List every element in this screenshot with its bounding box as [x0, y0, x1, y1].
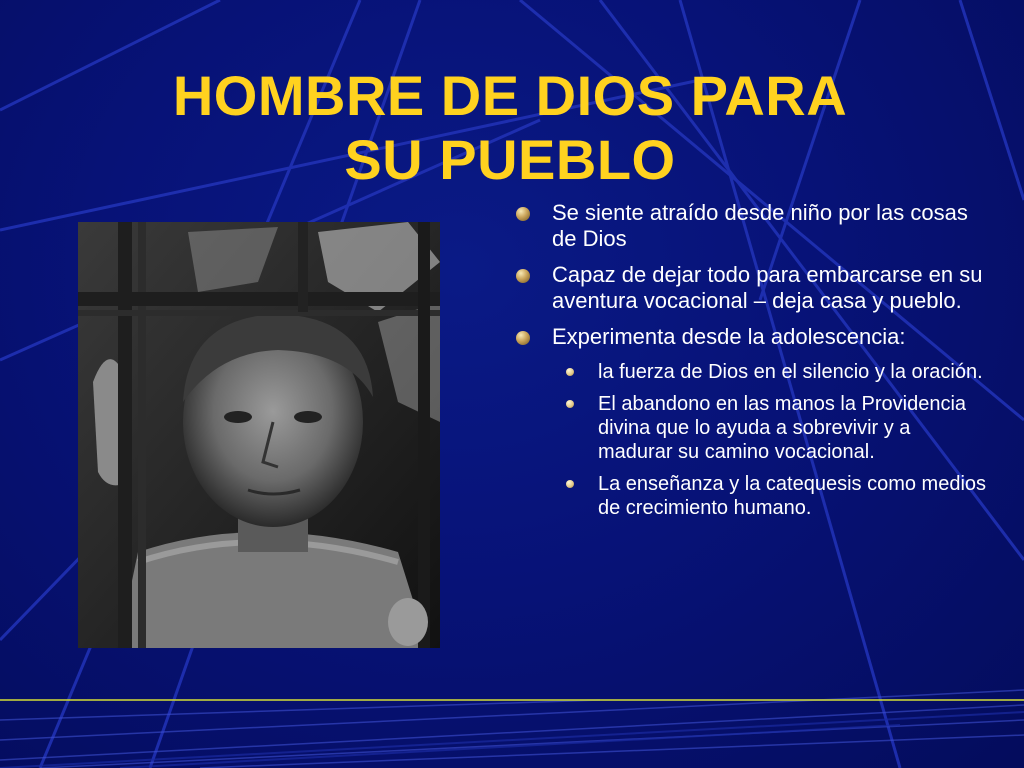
- sub-bullet-item-1: [510, 360, 990, 384]
- bullet-item-2: [510, 262, 990, 314]
- sub-bullet-text: la fuerza de Dios en el silencio y la oración.: [598, 361, 983, 383]
- sub-bullet-text: El abandono en las manos la Providencia divina que lo ayuda a sobrevivir y a madurar su camino vocacional.: [598, 393, 967, 463]
- small-gold-dot-bullet-icon: [566, 400, 574, 408]
- bronze-sphere-bullet-icon: [516, 207, 530, 221]
- sub-bullet-item-3: [510, 472, 990, 520]
- bronze-sphere-bullet-icon: [516, 331, 530, 345]
- small-gold-dot-bullet-icon: [566, 368, 574, 376]
- slide-title: [60, 64, 960, 192]
- bullet-text: Experimenta desde la adolescencia:: [552, 324, 906, 349]
- title-line-1: HOMBRE DE DIOS PARA: [172, 64, 848, 127]
- bronze-sphere-bullet-icon: [516, 269, 530, 283]
- photo-illustration: [78, 222, 440, 648]
- bullet-list: [510, 200, 990, 528]
- small-gold-dot-bullet-icon: [566, 480, 574, 488]
- bullet-text: Se siente atraído desde niño por las cosas de Dios: [552, 200, 968, 251]
- bullet-item-3: [510, 324, 990, 350]
- sub-bullet-item-2: [510, 392, 990, 464]
- sub-bullet-text: La enseñanza y la catequesis como medios de crecimiento humano.: [598, 473, 987, 519]
- bullet-item-1: [510, 200, 990, 252]
- boy-at-window-photo: [78, 222, 440, 648]
- bullet-text: Capaz de dejar todo para embarcarse en su aventura vocacional – deja casa y pueblo.: [552, 262, 983, 313]
- title-line-2: SU PUEBLO: [344, 128, 676, 191]
